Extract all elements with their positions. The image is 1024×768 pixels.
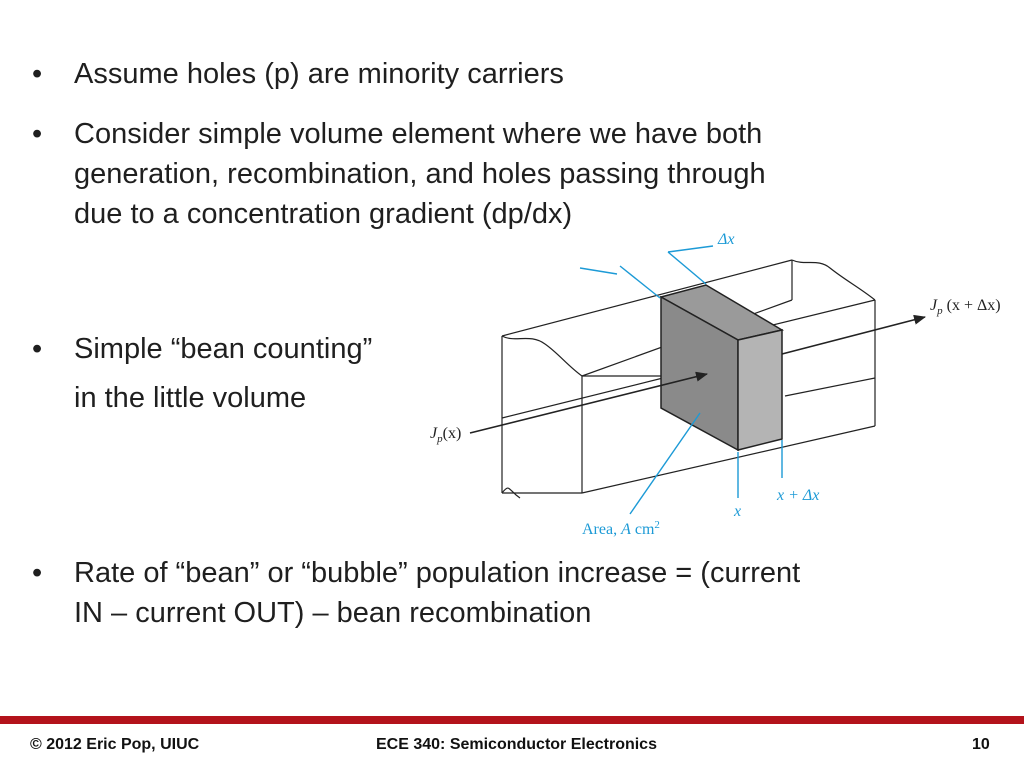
footer-copyright: © 2012 Eric Pop, UIUC [30,736,200,753]
jp-out-label [930,297,1001,317]
block-side-face [738,330,782,450]
area-label [582,519,660,538]
area-var: A [621,521,631,538]
bullet-marker: • [32,333,43,365]
jp-out-sub: p [937,305,943,317]
volume-element-diagram [420,228,1020,548]
jp-in-rest: (x) [442,425,462,442]
footer-course-title: ECE 340: Semiconductor Electronics [376,736,657,753]
jp-out-rest: (x + Δx) [942,297,1001,314]
bullet-text: Rate of “bean” or “bubble” population increase = (current IN – current OUT) – bean recombination [74,557,801,629]
jp-in-main: J [430,425,438,442]
current-out-arrow [782,317,925,354]
bullet-marker: • [32,118,43,150]
delta-x-label: Δx [718,231,735,248]
bullet-population-rate [32,553,800,633]
jp-out-main: J [930,297,938,314]
bullet-bean-counting [32,329,372,369]
area-text: Area, [582,521,622,538]
x-plus-dx-label: x + Δx [777,487,820,504]
area-unit: cm [630,521,655,538]
bullet-minority-carriers [32,54,564,94]
bullet-text: Consider simple volume element where we have both generation, recombination, and holes passing through due to a concentration gradient (dp/dx) [74,118,766,230]
jp-in-sub: p [437,433,443,445]
bullet-subline: in the little volume [74,382,307,414]
footer-page-number: 10 [972,736,990,753]
bullet-marker: • [32,58,43,90]
bullet-text: Assume holes (p) are minority carriers [74,58,564,90]
bullet-marker: • [32,557,43,589]
jp-in-label [430,425,461,445]
footer-divider [0,716,1024,724]
x-label: x [734,503,742,520]
bullet-text: Simple “bean counting” [74,333,373,365]
area-sup: 2 [654,519,660,531]
bullet-volume-element [32,114,766,234]
